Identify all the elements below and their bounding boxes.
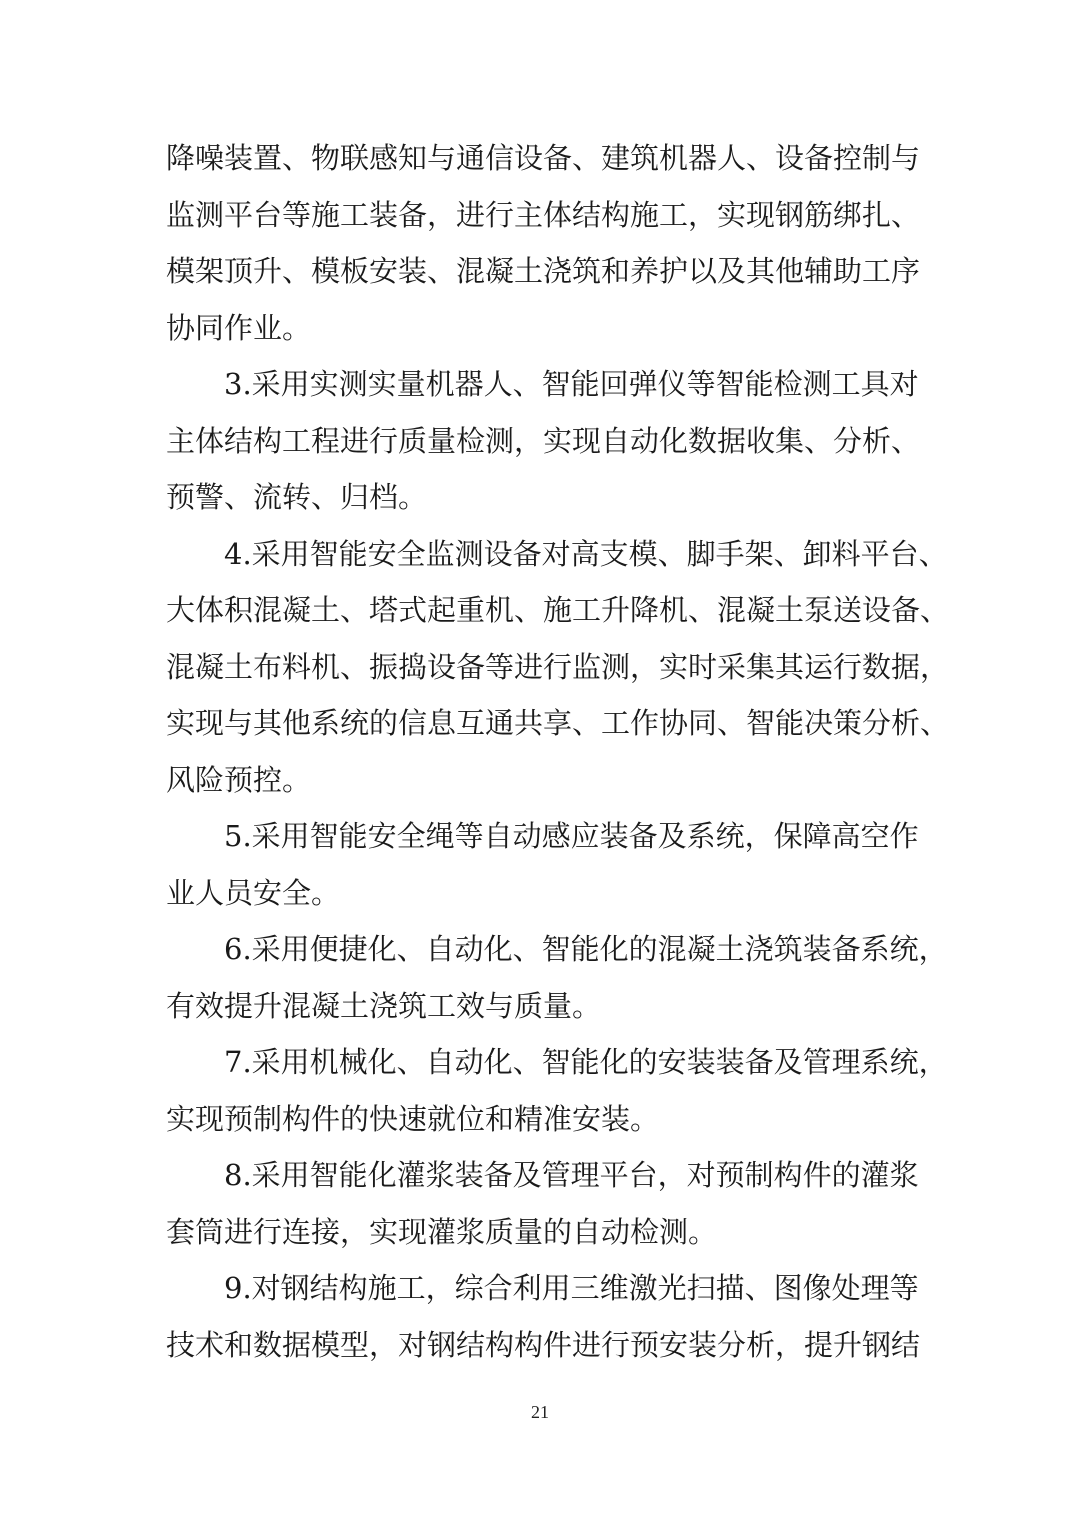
text-line: 技术和数据模型，对钢结构构件进行预安装分析，提升钢结 (166, 1327, 921, 1362)
page-number: 21 (531, 1402, 549, 1422)
text-line: 降噪装置、物联感知与通信设备、建筑机器人、设备控制与 (166, 141, 921, 175)
text-line: 实现预制构件的快速就位和精准安装。 (166, 1101, 660, 1136)
text-line: 大体积混凝土、塔式起重机、施工升降机、混凝土泵送设备、 (166, 593, 950, 627)
text-line: 3.采用实测实量机器人、智能回弹仪等智能检测工具对 (224, 367, 919, 401)
text-line: 业人员安全。 (166, 875, 341, 910)
text-line: 监测平台等施工装备，进行主体结构施工，实现钢筋绑扎、 (166, 197, 921, 232)
text-line: 主体结构工程进行质量检测，实现自动化数据收集、分析、 (166, 423, 921, 458)
text-line: 实现与其他系统的信息互通共享、工作协同、智能决策分析、 (166, 706, 950, 740)
text-line: 模架顶升、模板安装、混凝土浇筑和养护以及其他辅助工序 (166, 254, 921, 288)
text-line: 8.采用智能化灌浆装备及管理平台，对预制构件的灌浆 (224, 1158, 919, 1192)
text-line: 风险预控。 (166, 762, 312, 797)
text-line: 套筒进行连接，实现灌浆质量的自动检测。 (166, 1214, 718, 1249)
text-line: 5.采用智能安全绳等自动感应装备及系统，保障高空作 (224, 819, 919, 853)
text-line: 预警、流转、归档。 (166, 480, 428, 514)
text-line: 6.采用便捷化、自动化、智能化的混凝土浇筑装备系统， (224, 932, 948, 966)
text-line: 有效提升混凝土浇筑工效与质量。 (166, 988, 602, 1023)
text-line: 4.采用智能安全监测设备对高支模、脚手架、卸料平台、 (224, 536, 948, 571)
text-line: 9.对钢结构施工，综合利用三维激光扫描、图像处理等 (224, 1271, 919, 1305)
text-line: 7.采用机械化、自动化、智能化的安装装备及管理系统， (224, 1045, 948, 1079)
text-line: 协同作业。 (166, 310, 312, 345)
body-text (166, 130, 950, 1373)
text-line: 混凝土布料机、振捣设备等进行监测，实时采集其运行数据， (166, 649, 950, 684)
